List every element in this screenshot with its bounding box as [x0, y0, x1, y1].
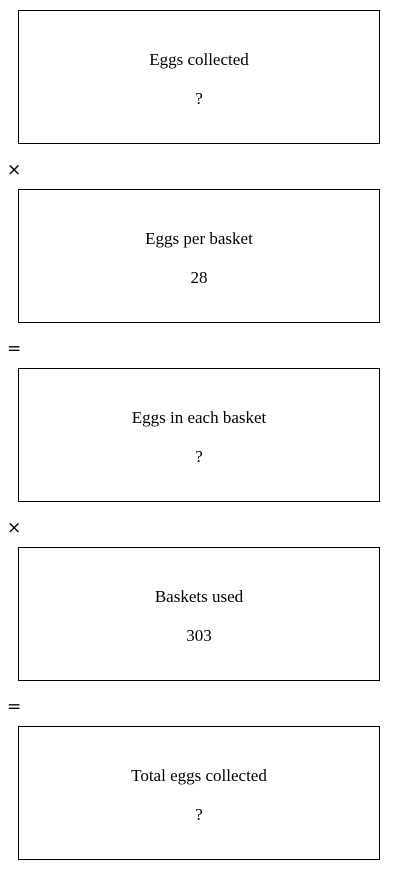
- box-value: 303: [186, 626, 212, 645]
- total-eggs-collected-box: [18, 726, 380, 860]
- eggs-per-basket-box: [18, 189, 380, 323]
- box-label: Total eggs collected: [131, 766, 267, 785]
- box-value: ?: [195, 447, 203, 466]
- box-label: Eggs in each basket: [131, 408, 267, 427]
- equals-operator: =: [7, 697, 22, 717]
- box-label: Eggs collected: [149, 50, 249, 69]
- box-label: Baskets used: [154, 587, 244, 606]
- box-value: ?: [195, 89, 203, 108]
- eggs-collected-box: [18, 10, 380, 144]
- equals-operator: =: [7, 339, 22, 359]
- baskets-used-box: [18, 547, 380, 681]
- box-label: Eggs per basket: [145, 229, 253, 248]
- eggs-in-each-basket-box: [18, 368, 380, 502]
- multiply-operator: ×: [7, 160, 22, 180]
- multiply-operator: ×: [7, 518, 22, 538]
- box-value: ?: [195, 805, 203, 824]
- box-value: 28: [190, 268, 208, 287]
